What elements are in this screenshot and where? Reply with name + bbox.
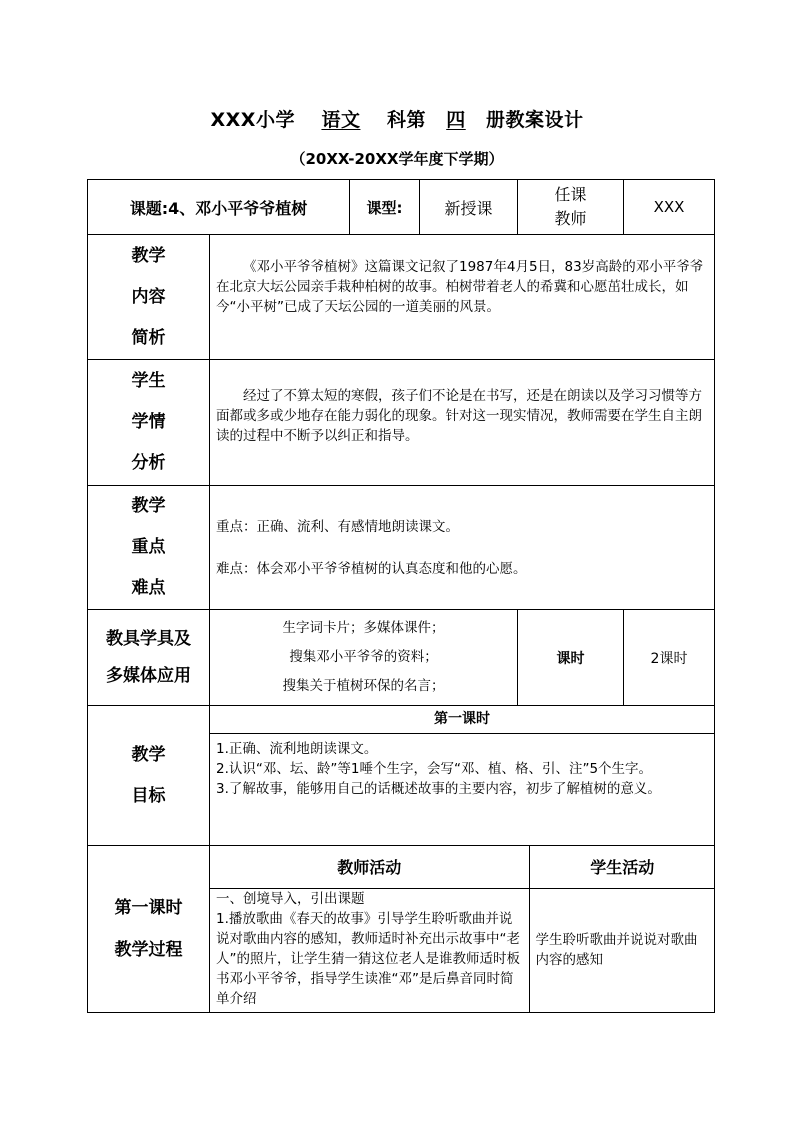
- keypoints-label: 教学 重点 难点: [88, 486, 210, 610]
- student-activity-header: 学生活动: [529, 846, 715, 888]
- teacher-step-text: 1.播放歌曲《春天的故事》引导学生聆听歌曲并说说对歌曲内容的感知，教师适时补充出示故事中“老人”的照片，让学生猜一猜这位老人是谁教师适时板书邓小平爷爷，指导学生读准“邓”是后鼻音同时简单介绍: [216, 910, 520, 1007]
- difficulty-point: 难点：体会邓小平爷爷植树的认真态度和他的心愿。: [216, 560, 527, 577]
- process-cell: [210, 846, 715, 1013]
- type-label: 课型:: [350, 180, 420, 235]
- info-row: [88, 180, 715, 235]
- keypoints-row: [88, 486, 715, 610]
- objectives-cell: [210, 706, 715, 846]
- tools-label: 教具学具及 多媒体应用: [88, 610, 210, 706]
- focus-point: 重点：正确、流利、有感情地朗读课文。: [216, 518, 459, 535]
- tools-row: [88, 610, 715, 706]
- type-value: 新授课: [420, 180, 518, 235]
- student-activity: 学生聆听歌曲并说说对歌曲内容的感知: [529, 888, 715, 1012]
- teacher-value: XXX: [624, 180, 715, 235]
- process-row: [88, 846, 715, 1013]
- teacher-label: 任课 教师: [518, 180, 624, 235]
- school-year: （20XX-20XX学年度下学期）: [290, 150, 504, 168]
- hours-value: 2课时: [624, 610, 715, 706]
- objectives-label: 教学 目标: [88, 706, 210, 846]
- objective-item: 1.正确、流利地朗读课文。: [216, 741, 378, 757]
- process-label: 第一课时 教学过程: [88, 846, 210, 1013]
- volume-field: 四: [446, 109, 466, 131]
- analysis-label: 学生 学情 分析: [88, 360, 210, 486]
- lesson-plan-table: [87, 179, 715, 1013]
- keypoints-text: [210, 486, 715, 610]
- document-title: XXX小学 语文 科第 四 册教案设计: [0, 105, 794, 132]
- analysis-text: 经过了不算太短的寒假，孩子们不论是在书写，还是在朗读以及学习习惯等方面都或多或少地存在能力弱化的现象。针对这一现实情况，教师需要在学生自主朗读的过程中不断予以纠正和指导。: [210, 360, 715, 486]
- tools-item: 生字词卡片；多媒体课件；: [282, 620, 445, 636]
- tools-list: [210, 610, 518, 706]
- subject-field: 语文: [321, 109, 361, 131]
- objective-item: 2.认识“邓、坛、龄”等1唾个生字，会写“邓、植、格、引、注”5个生字。: [216, 761, 653, 777]
- objective-item: 3.了解故事，能够用自己的话概述故事的主要内容，初步了解植树的意义。: [216, 781, 661, 797]
- teacher-activity-header: 教师活动: [210, 846, 529, 888]
- objectives-list: [210, 734, 714, 804]
- process-table: [210, 846, 715, 1012]
- teacher-step-title: 一、创境导入，引出课题: [216, 890, 365, 907]
- lesson-heading: 第一课时: [210, 706, 714, 734]
- summary-label: 教学 内容 简析: [88, 235, 210, 360]
- teacher-activity: [210, 888, 529, 1012]
- analysis-row: [88, 360, 715, 486]
- tools-item: 搜集关于植树环保的名言；: [282, 678, 445, 694]
- summary-row: [88, 235, 715, 360]
- tools-item: 搜集邓小平爷爷的资料；: [289, 649, 438, 665]
- objectives-row: [88, 706, 715, 846]
- summary-text: 《邓小平爷爷植树》这篇课文记叙了1987年4月5日，83岁高龄的邓小平爷爷在北京大坛公园亲手栽种柏树的故事。柏树带着老人的希冀和心愿茁壮成长，如今“小平树”已成了天坛公园的一道美丽的风景。: [210, 235, 715, 360]
- hours-label: 课时: [518, 610, 624, 706]
- topic-cell: 课题:4、邓小平爷爷植树: [88, 180, 350, 235]
